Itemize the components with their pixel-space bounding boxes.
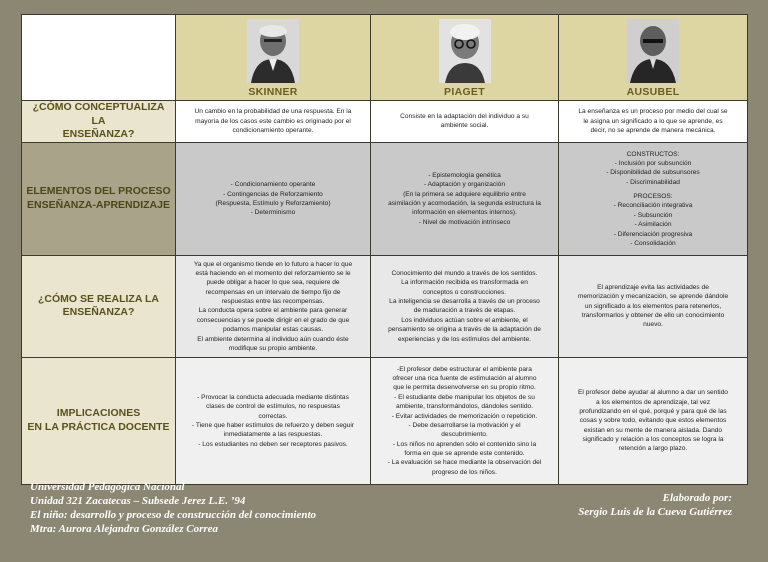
header-piaget (371, 15, 559, 101)
course-name: El niño: desarrollo y proceso de construcción del conocimiento (30, 509, 316, 521)
cell-ausubel-elementos: CONSTRUCTOS: - Inclusión por subsunción - Disponibilidad de subsunsores - Discriminabilidad PROCESOS: - Reconciliación integrativa - Subsunción - Asimilación - Diferenciación progresiva - Consolidación (559, 142, 748, 255)
footer-credits (30, 480, 316, 536)
cell-skinner-elementos: - Condicionamiento operante - Contingencias de Reforzamiento (Respuesta, Estímulo y Reforzamiento) - Determinismo (176, 142, 371, 255)
cell-skinner-realiza: Ya que el organismo tiende en lo futuro a hacer lo que está haciendo en el momento del reforzamiento se le puede obligar a hacer lo que sea, requiere de recompensas en un intervalo de tiempo fijo de respuestas entre las recompensas. La conducta opera sobre el ambiente para generar consecuencias y se puede dirigir en el grado de que podamos manipular estas causas. El ambiente determina al individuo aún cuando éste modifique su propio ambiente. (176, 255, 371, 357)
cell-piaget-conceptualiza: Consiste en la adaptación del individuo a su ambiente social. (371, 101, 559, 143)
comparison-table (21, 14, 748, 485)
unit-info: Unidad 321 Zacatecas – Subsede Jerez L.E. ’94 (30, 495, 246, 507)
cell-skinner-implicaciones: - Provocar la conducta adecuada mediante distintas clases de control de estímulos, no respuestas correctas. - Tiene que haber estímulos de refuerzo y deben seguir inmediatamente a las respuestas. - Los estudiantes no deben ser receptores pasivos. (176, 357, 371, 484)
cell-ausubel-implicaciones: El profesor debe ayudar al alumno a dar un sentido a los elementos de aprendizaje, tal vez profundizando en el qué, porqué y para qué de las cosas y sobre todo, evitando que estos elementos existan en su mente de manera aislada. Dando significado y relación a los conceptos se logra la retención a largo plazo. (559, 357, 748, 484)
teacher-name: Mtra: Aurora Alejandra González Correa (30, 523, 219, 535)
blank-corner-cell (22, 15, 176, 101)
name-skinner: SKINNER (248, 86, 298, 98)
cell-ausubel-conceptualiza: La enseñanza es un proceso por medio del cual se le asigna un significado a lo que se aprende, es decir, no se aprende de manera mecánica. (559, 101, 748, 143)
author-name: Sergio Luis de la Cueva Gutiérrez (578, 506, 732, 518)
cell-piaget-elementos: - Epistemología genética - Adaptación y organización (En la primera se adquiere equilibrio entre asimilación y acomodación, la segunda estructura la información en elementos internos). - Nivel de motivación intrínseco (371, 142, 559, 255)
name-piaget: PIAGET (444, 86, 485, 98)
name-ausubel: AUSUBEL (626, 86, 680, 98)
footer-author (578, 491, 732, 519)
row-label-conceptualiza: ¿CÓMO CONCEPTUALIZA LA ENSEÑANZA? (22, 101, 176, 143)
comparison-table-container (21, 14, 747, 476)
cell-skinner-conceptualiza: Un cambio en la probabilidad de una respuesta. En la mayoría de los casos este cambio es originado por el condicionamiento operante. (176, 101, 371, 143)
header-row (22, 15, 748, 101)
cell-piaget-implicaciones: -El profesor debe estructurar el ambiente para ofrecer una rica fuente de estimulación al alumno que le permita desenvolverse en su propio ritmo. - El estudiante debe manipular los objetos de su ambiente, transformándolos, dándoles sentido. - Evitar actividades de memorización o repetición. - Debe desarrollarse la motivación y el descubrimiento. - Los niños no aprenden sólo el contenido sino la forma en que se aprende este contenido. - La evaluación se hace mediante la observación del progreso de los niños. (371, 357, 559, 484)
row-label-realiza: ¿CÓMO SE REALIZA LA ENSEÑANZA? (22, 255, 176, 357)
row-realiza (22, 255, 748, 357)
cell-piaget-realiza: Conocimiento del mundo a través de los sentidos. La información recibida es transformada en conceptos o construcciones. La inteligencia se desarrolla a través de un proceso de maduración a través de etapas. Los individuos actúan sobre el ambiente, el pensamiento se origina a través de la adaptación de experiencias y de los estímulos del ambiente. (371, 255, 559, 357)
footer (0, 476, 768, 562)
row-implicaciones (22, 357, 748, 484)
row-conceptualiza (22, 101, 748, 143)
row-label-implicaciones: IMPLICACIONES EN LA PRÁCTICA DOCENTE (22, 357, 176, 484)
header-ausubel (559, 15, 748, 101)
header-skinner (176, 15, 371, 101)
cell-ausubel-realiza: El aprendizaje evita las actividades de memorización y mecanización, se aprende dándole un significado a los elementos para retenerlos, transformarlos y obtener de ello un conocimiento nuevo. (559, 255, 748, 357)
piaget-portrait-icon (439, 19, 491, 83)
ausubel-portrait-icon (627, 19, 679, 83)
skinner-portrait-icon (247, 19, 299, 83)
author-label: Elaborado por: (662, 492, 732, 504)
row-elementos (22, 142, 748, 255)
university-name: Universidad Pedagógica Nacional (30, 481, 185, 493)
row-label-elementos: ELEMENTOS DEL PROCESO ENSEÑANZA-APRENDIZAJE (22, 142, 176, 255)
